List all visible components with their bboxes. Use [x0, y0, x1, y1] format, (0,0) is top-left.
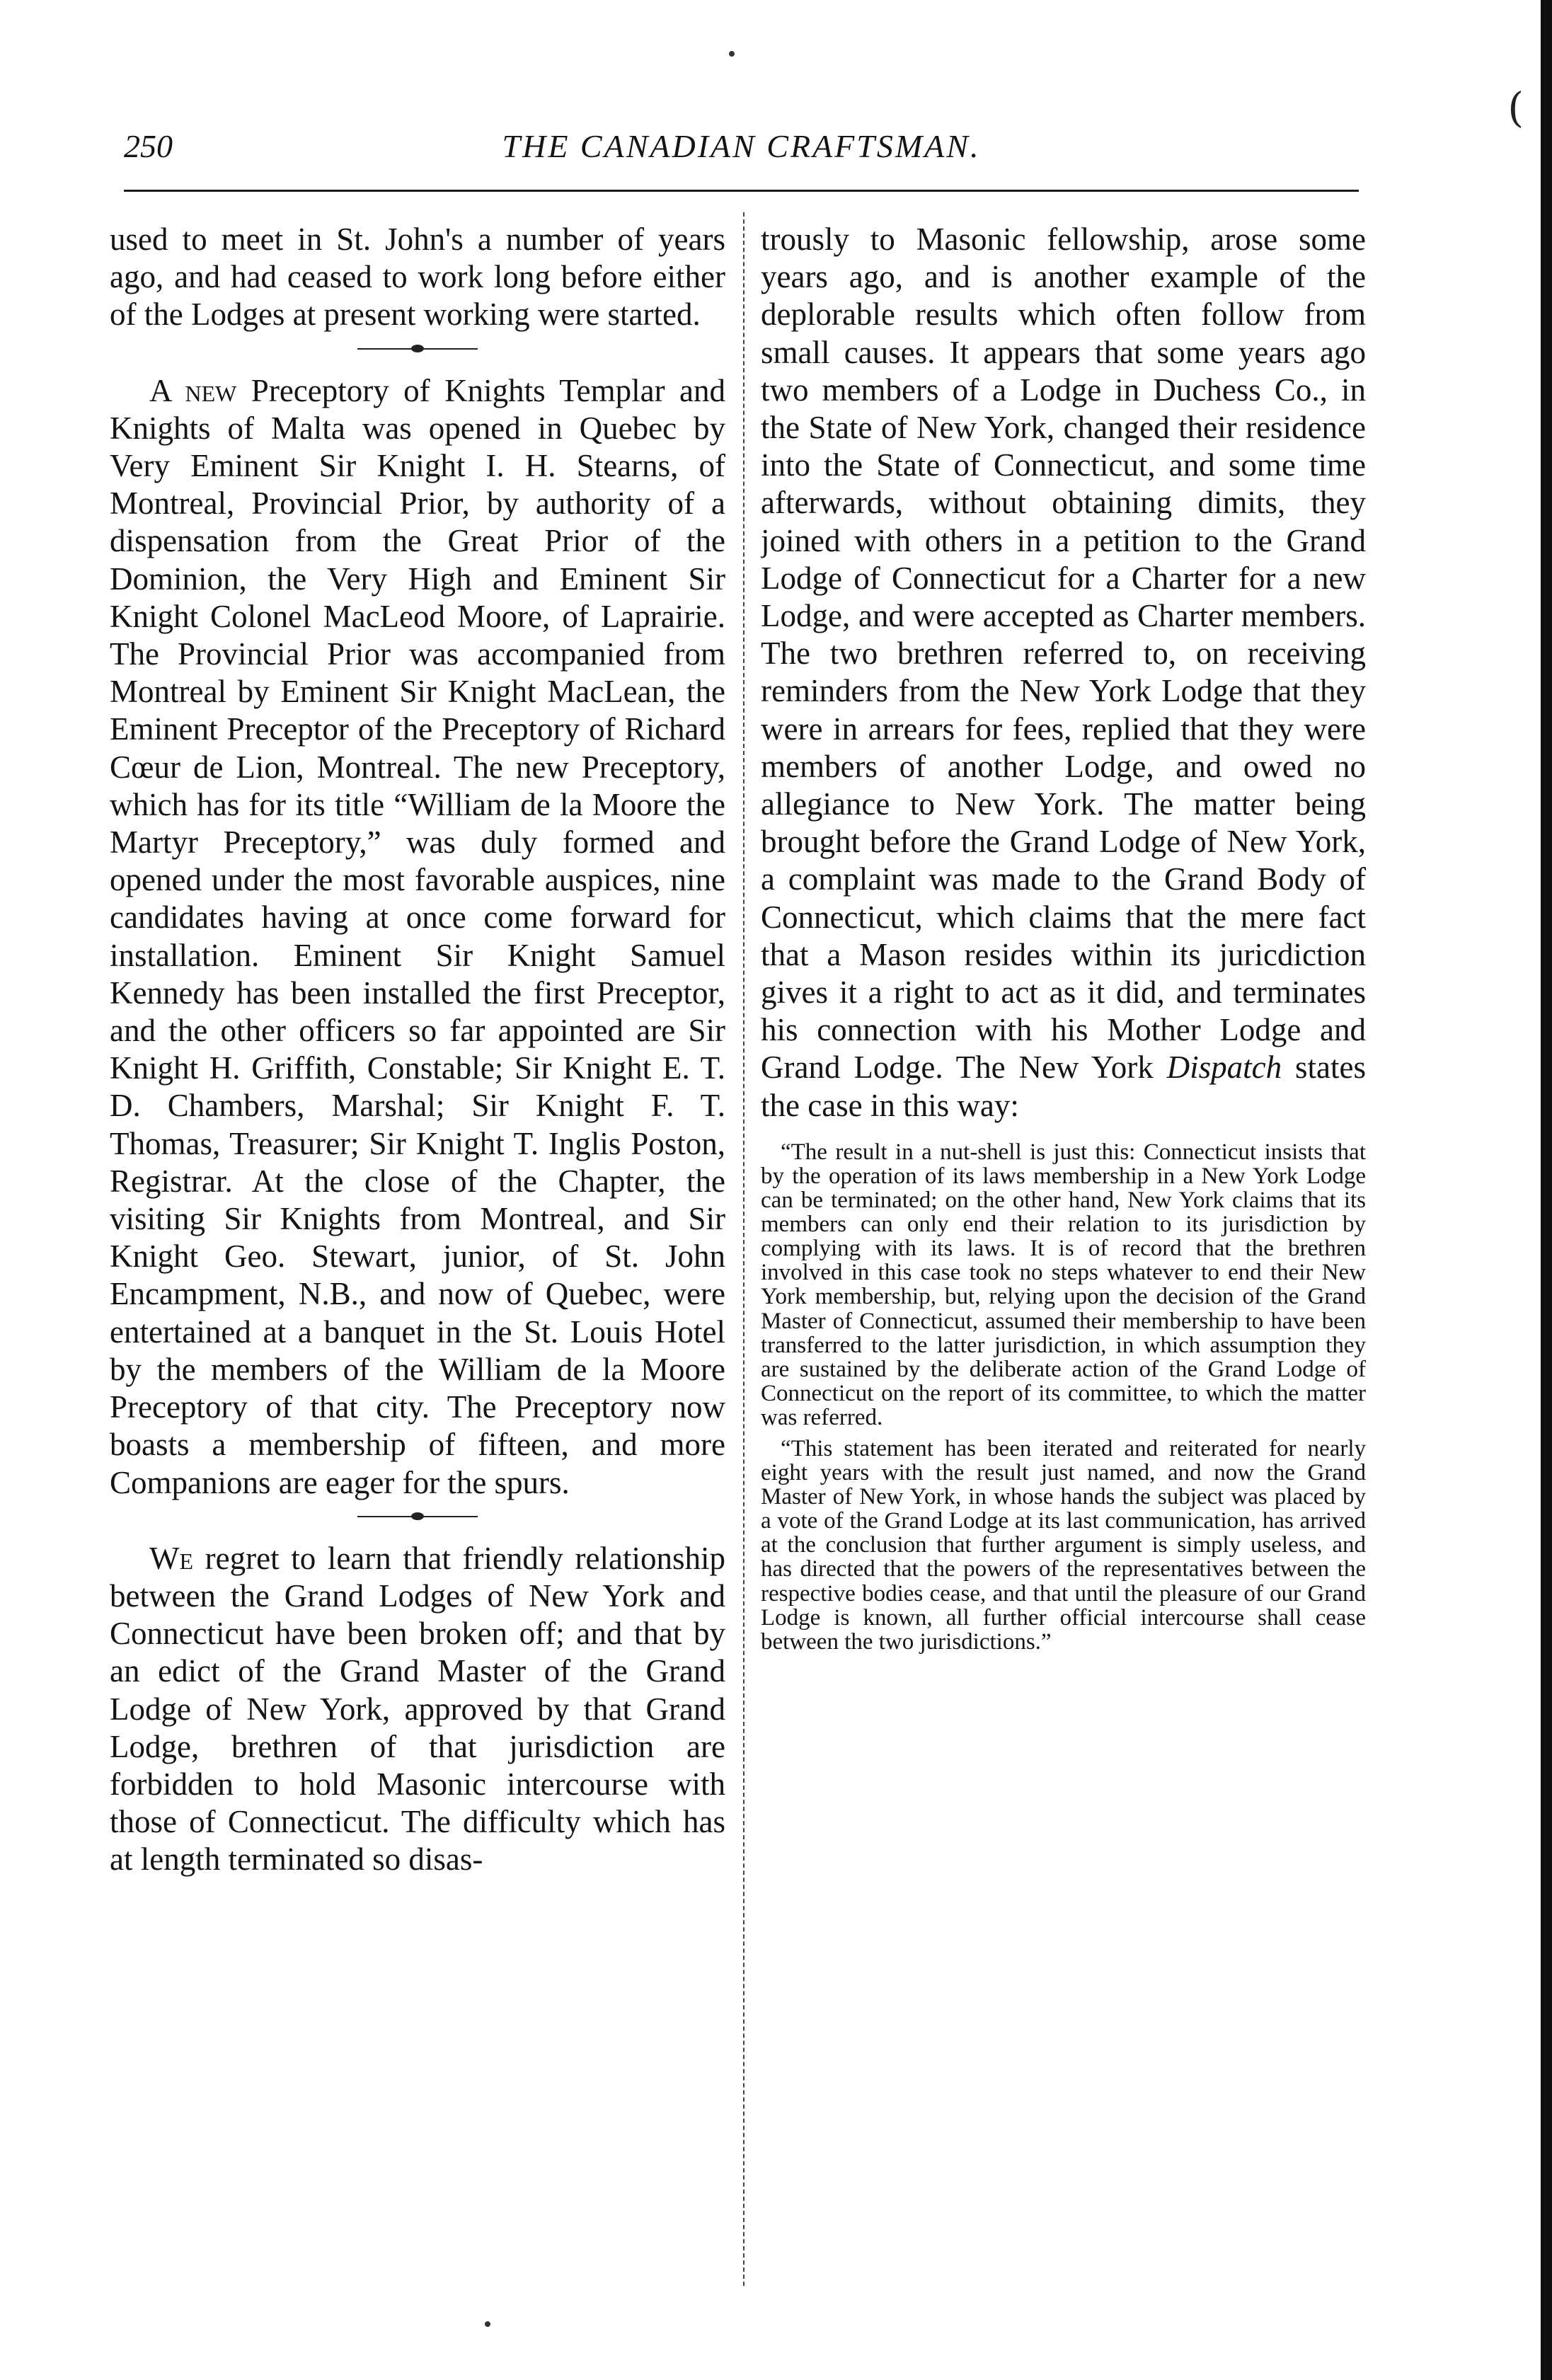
paragraph-lead: A new — [149, 372, 237, 408]
page-number: 250 — [124, 128, 173, 164]
right-column — [761, 221, 1366, 2301]
paragraph-grand-lodges — [110, 1540, 725, 1879]
ink-speck — [729, 51, 735, 57]
paragraph-lead: We — [149, 1540, 194, 1576]
newspaper-title: Dispatch — [1166, 1050, 1282, 1086]
header-rule — [124, 190, 1359, 192]
paragraph-continued: used to meet in St. John's a number of years ago, and had ceased to work long before either of the Lodges at present working were started. — [110, 222, 725, 333]
paragraph-body: states the case in this way: — [761, 1050, 1366, 1123]
paragraph-body: trously to Masonic fellowship, arose some years ago, and is another example of the deplorable results which often follow from small causes. It appears that some years ago two members of a Lodge in Duchess Co., in the State of New York, changed their residence into the State of Connecticut, and some time afterwards, without obtaining dimits, they joined with others in a petition to the Grand Lodge of Connecticut for a Charter for a new Lodge, and were accepted as Charter members. The two brethren referred to, on receiving reminders from the New York Lodge that they were in arrears for fees, replied that they were members of another Lodge, and owed no allegiance to New York. The matter being brought before the Grand Lodge of New York, a complaint was made to the Grand Body of Connecticut, which claims that the mere fact that a Mason resides within its juricdiction gives it a right to act as it did, and terminates his connection with his Mother Lodge and Grand Lodge. The New York — [761, 222, 1366, 1086]
paragraph-body: regret to learn that friendly relationship between the Grand Lodges of New York and Connecticut have been broken off; and that by an edict of the Grand Master of the Grand Lodge of New York, approved by that Grand Lodge, brethren of that jurisdiction are forbidden to hold Masonic intercourse with those of Connecticut. The difficulty which has at length terminated so disas- — [110, 1540, 725, 1878]
edge-mark: ( — [1507, 84, 1524, 132]
section-divider-ornament — [357, 1512, 478, 1522]
column-divider — [743, 212, 745, 2286]
page-header — [124, 127, 1359, 177]
section-divider-ornament — [357, 344, 478, 354]
left-column — [110, 221, 725, 2301]
quotation-paragraph: “The result in a nut-shell is just this: Connecticut insists that by the operation of its laws membership in a New York Lodge can be terminated; on the other hand, New York claims that its members can only end their relation to its jurisdiction by complying with its laws. It is of record that the brethren involved in this case took no steps whatever to end their New York membership, but, relying upon the decision of the Grand Master of Connecticut, assumed their membership to have been transferred to the latter jurisdiction, in which assumption they are sustained by the deliberate action of the Grand Lodge of Connecticut on the report of its committee, to which the matter was referred. — [761, 1139, 1366, 1430]
paragraph-continued — [761, 221, 1366, 1125]
quotation-paragraph: “This statement has been iterated and reiterated for nearly eight years with the result just named, and now the Grand Master of New York, in whose hands the subject was placed by a vote of the Grand Lodge at its last communication, has arrived at the conclusion that further argument is simply useless, and has directed that the powers of the representatives between the respective bodies cease, and that until the pleasure of our Grand Lodge is known, all further official intercourse shall cease between the two jurisdictions.” — [761, 1436, 1366, 1655]
ink-speck — [485, 2321, 490, 2327]
running-title: THE CANADIAN CRAFTSMAN. — [502, 128, 981, 164]
paragraph-preceptory — [110, 372, 725, 1502]
paragraph-body: Preceptory of Knights Templar and Knights of Malta was opened in Quebec by Very Eminent Sir Knight I. H. Stearns, of Montreal, Provincial Prior, by authority of a dispensation from the Great Prior of the Dominion, the Very High and Eminent Sir Knight Colonel MacLeod Moore, of Laprairie. The Provincial Prior was accompanied from Montreal by Eminent Sir Knight MacLean, the Eminent Preceptor of the Preceptory of Richard Cœur de Lion, Montreal. The new Preceptory, which has for its title “William de la Moore the Martyr Preceptory,” was duly formed and opened under the most favorable auspices, nine candidates having at once come forward for installation. Eminent Sir Knight Samuel Kennedy has been installed the first Preceptor, and the other officers so far appointed are Sir Knight H. Griffith, Constable; Sir Knight E. T. D. Chambers, Marshal; Sir Knight F. T. Thomas, Treasurer; Sir Knight T. Inglis Poston, Registrar. At the close of the Chapter, the visiting Sir Knights from Montreal, and Sir Knight Geo. Stewart, junior, of St. John Encampment, N.B., and now of Quebec, were entertained at a banquet in the St. Louis Hotel by the members of the William de la Moore Preceptory of that city. The Preceptory now boasts a membership of fifteen, and more Companions are eager for the spurs. — [110, 372, 725, 1500]
page-edge — [1541, 0, 1552, 2380]
quotation-block — [761, 1140, 1366, 1654]
